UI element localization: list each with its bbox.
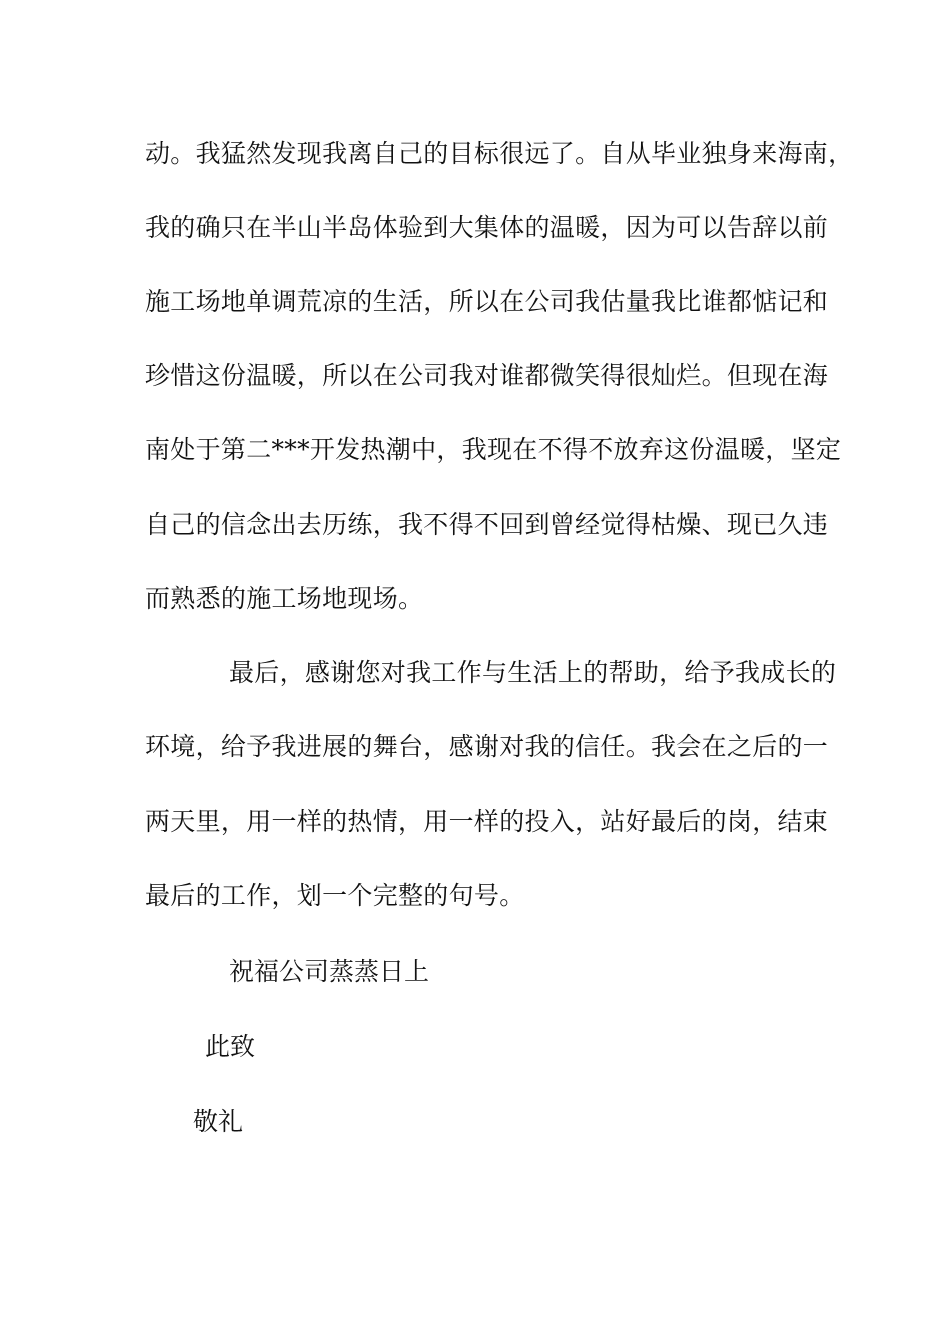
body-line-5: 南处于第二***开发热潮中，我现在不得不放弃这份温暖，坚定 [145,435,842,464]
body-line-3: 施工场地单调荒凉的生活，所以在公司我估量我比谁都惦记和 [145,287,829,316]
body-line-9: 环境，给予我进展的舞台，感谢对我的信任。我会在之后的一 [145,732,829,761]
body-line-11: 最后的工作，划一个完整的句号。 [145,881,525,910]
body-line-1: 动。我猛然发现我离自己的目标很远了。自从毕业独身来海南， [145,139,854,168]
body-line-7: 而熟悉的施工场地现场。 [145,584,424,613]
body-line-8: 最后，感谢您对我工作与生活上的帮助，给予我成长的 [229,658,837,687]
closing-wish: 祝福公司蒸蒸日上 [229,957,430,986]
closing-salutation-1: 此致 [205,1032,256,1061]
body-line-10: 两天里，用一样的热情，用一样的投入，站好最后的岗，结束 [145,807,829,836]
body-line-4: 珍惜这份温暖，所以在公司我对谁都微笑得很灿烂。但现在海 [145,361,829,390]
body-line-2: 我的确只在半山半岛体验到大集体的温暖，因为可以告辞以前 [145,213,829,242]
closing-salutation-2: 敬礼 [193,1107,244,1136]
body-line-6: 自己的信念出去历练，我不得不回到曾经觉得枯燥、现已久违 [145,510,829,539]
